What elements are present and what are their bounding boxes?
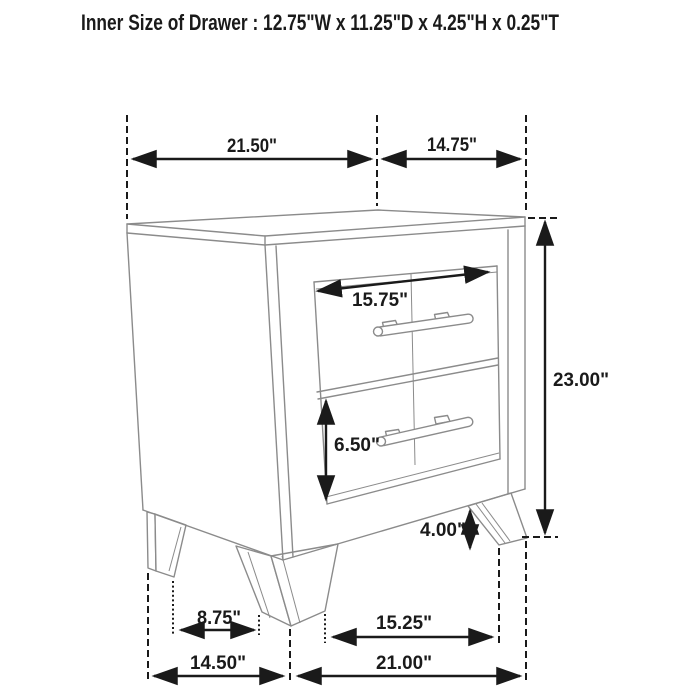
- nightstand-top: [127, 210, 525, 245]
- dim-label-side-leg-gap: 8.75": [197, 608, 241, 629]
- drawer-handle-top: [374, 313, 474, 337]
- dim-label-front-leg-gap: 15.25": [376, 613, 432, 634]
- diagram-title: Inner Size of Drawer : 12.75"W x 11.25"D x 4.25"H x 0.25"T: [81, 10, 560, 35]
- drawer-handle-bottom: [377, 416, 474, 447]
- dim-label-base-depth: 14.50": [190, 653, 246, 674]
- leg-front-right: [468, 493, 527, 545]
- dimension-arrows: [133, 159, 545, 676]
- dim-label-base-width: 21.00": [376, 653, 432, 674]
- dim-label-overall-height: 23.00": [553, 370, 609, 391]
- dim-label-leg-height: 4.00": [420, 520, 466, 541]
- nightstand-left-panel: [127, 233, 293, 560]
- extension-lines: [127, 115, 558, 681]
- dim-label-drawer-height: 6.50": [334, 435, 380, 456]
- leg-front-left: [236, 544, 338, 626]
- dim-label-drawer-width: 15.75": [352, 290, 408, 311]
- leg-back-left: [147, 512, 186, 577]
- dim-label-top-depth: 14.75": [427, 135, 477, 156]
- dim-label-top-width: 21.50": [227, 136, 277, 157]
